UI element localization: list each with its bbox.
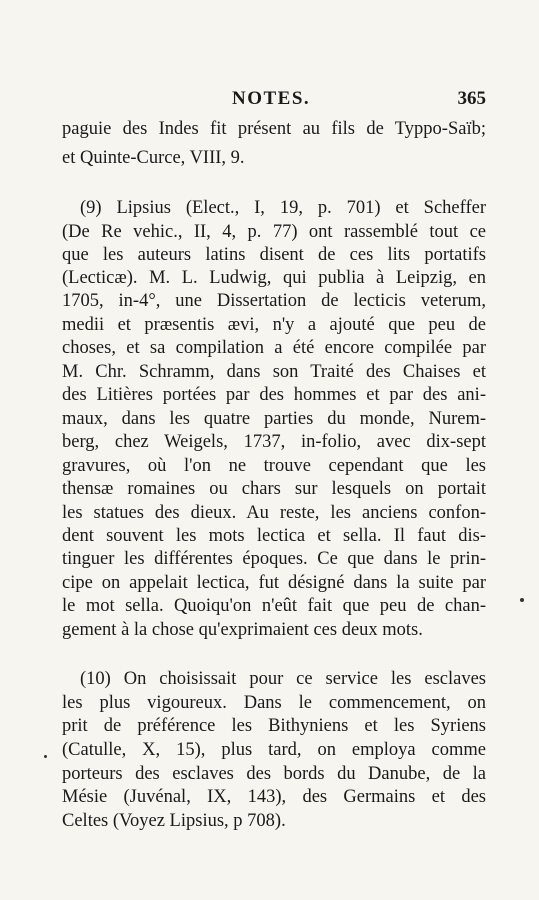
page-number: 365 [457,88,486,109]
text-line: maux, dans les quatre parties du monde, Nurem- [62,409,486,429]
text-line: gravures, où l'on ne trouve cependant que les [62,456,486,476]
text-line: les plus vigoureux. Dans le commencement, on [62,693,486,713]
text-line: M. Chr. Schramm, dans son Traité des Chaises et [62,362,486,382]
text-line: dent souvent les mots lectica et sella. Il faut dis- [62,526,486,546]
text-line: Mésie (Juvénal, IX, 143), des Germains et des [62,787,486,807]
page-header [62,88,486,118]
text-line: que les auteurs latins disent de ces lits portatifs [62,245,486,265]
text-line: tinguer les différentes époques. Ce que dans le prin- [62,549,486,569]
text-line: choses, et sa compilation a été encore compilée par [62,338,486,358]
text-line: Celtes (Voyez Lipsius, p 708). [62,811,286,831]
text-line: 1705, in-4°, une Dissertation de lecticis veterum, [62,291,486,311]
text-line: (De Re vehic., II, 4, p. 77) ont rassemblé tout ce [62,222,486,242]
text-line: le mot sella. Quoiqu'on n'eût fait que peu de chan- [62,596,486,616]
running-title: NOTES. [232,88,311,109]
ink-speck [520,598,524,602]
text-line: (Catulle, X, 15), plus tard, on employa comme [62,740,486,760]
text-line: les statues des dieux. Au reste, les anciens confon- [62,503,486,523]
text-line: cipe on appelait lectica, fut désigné dans la suite par [62,573,486,593]
text-line: (9) Lipsius (Elect., I, 19, p. 701) et Scheffer [80,198,486,218]
text-line: (10) On choisissait pour ce service les esclaves [80,669,486,689]
text-line: berg, chez Weigels, 1737, in-folio, avec dix-sept [62,432,486,452]
text-line: medii et præsentis ævi, n'y a ajouté que peu de [62,315,486,335]
text-line: porteurs des esclaves des bords du Danube, de la [62,764,486,784]
text-line: et Quinte-Curce, VIII, 9. [62,148,245,168]
text-line: paguie des Indes fit présent au fils de Typpo-Saïb; [62,119,486,139]
ink-speck [44,755,47,758]
text-line: des Litières portées par des hommes et par des ani- [62,385,486,405]
text-line: thensæ romaines ou chars sur lesquels on portait [62,479,486,499]
text-line: prit de préférence les Bithyniens et les Syriens [62,716,486,736]
text-line: (Lecticæ). M. L. Ludwig, qui publia à Leipzig, en [62,268,486,288]
text-line: gement à la chose qu'exprimaient ces deux mots. [62,620,423,640]
